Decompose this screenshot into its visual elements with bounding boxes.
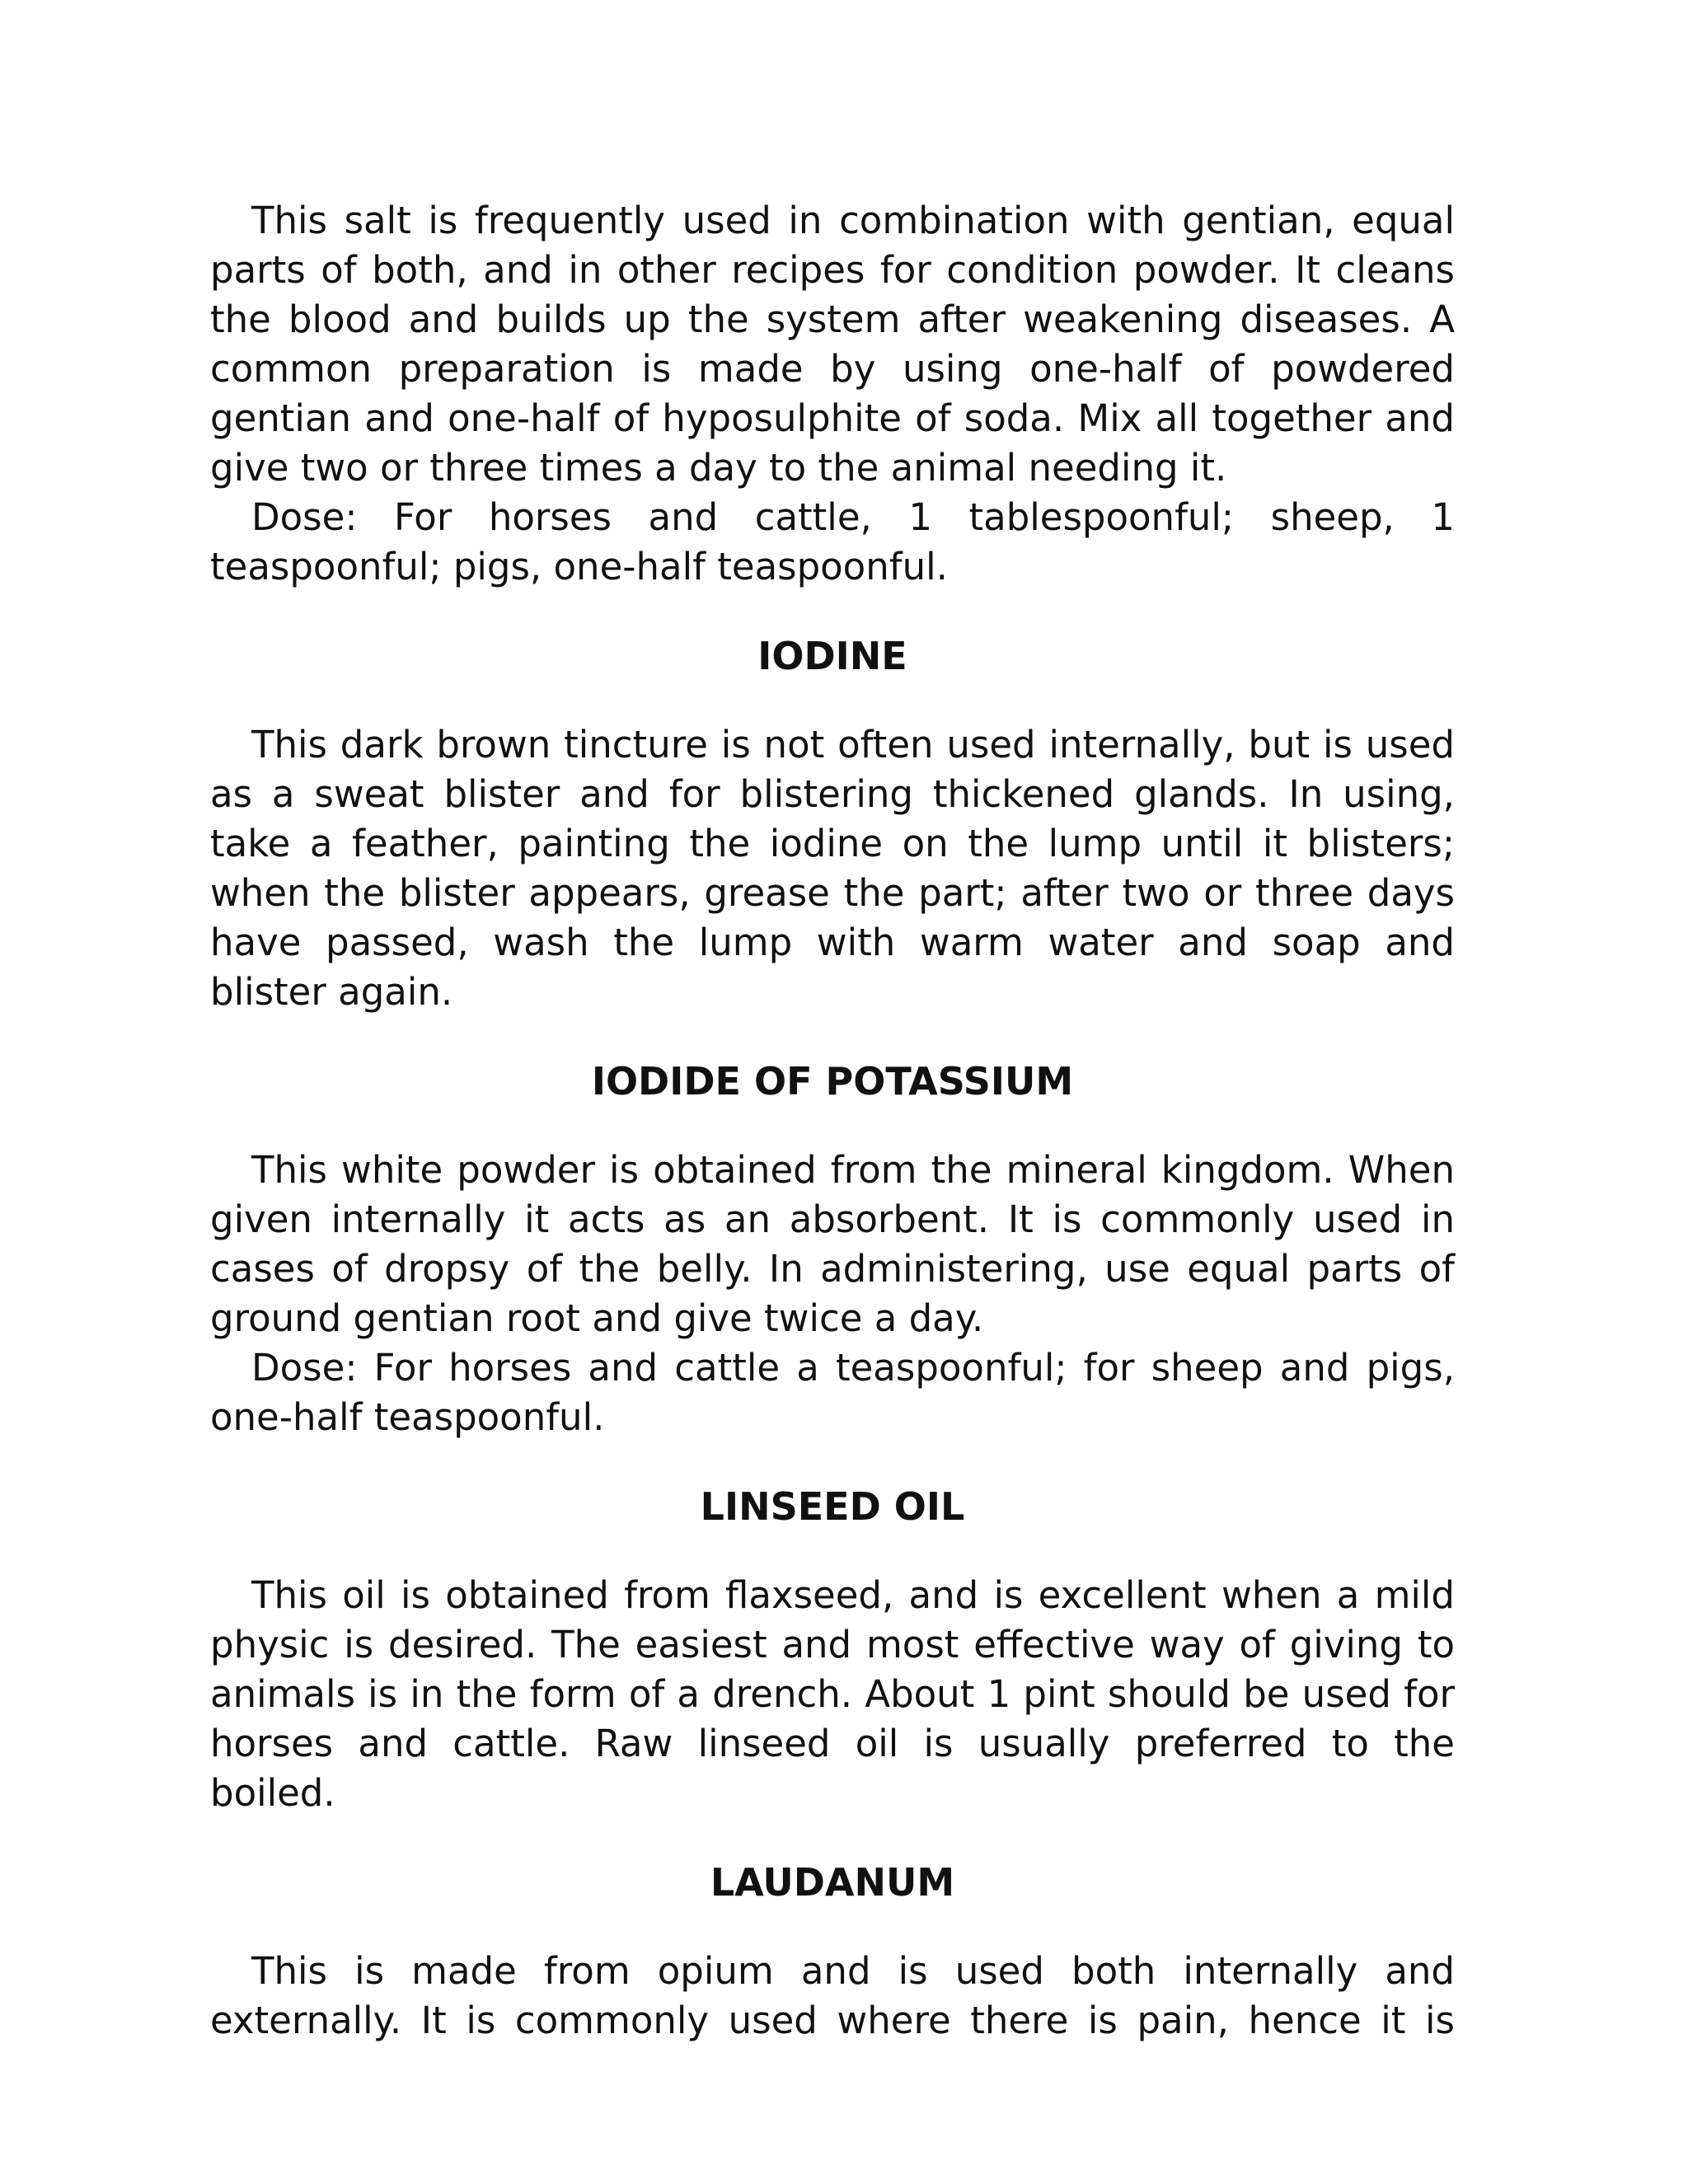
section-heading-iodine: IODINE	[757, 634, 907, 678]
section-heading-iodide-of-potassium: IODIDE OF POTASSIUM	[591, 1059, 1074, 1104]
body-paragraph: This salt is frequently used in combination with gentian, equal parts of both, and in other recipes for condition powder. It cleans the blood and builds up the system after weakening diseases. A common preparation is made by using one-half of powdered gentian and one-half of hyposulphite of soda. Mix all together and give two or three times a day to the animal needing it.	[210, 199, 1455, 490]
section-heading-laudanum: LAUDANUM	[710, 1860, 955, 1905]
section-heading-linseed-oil: LINSEED OIL	[700, 1484, 965, 1529]
body-paragraph: This white powder is obtained from the mineral kingdom. When given internally it acts as an absorbent. It is commonly used in cases of dropsy of the belly. In administering, use equal parts of ground gentian root and give twice a day.	[210, 1148, 1455, 1340]
dose-paragraph: Dose: For horses and cattle a teaspoonful; for sheep and pigs, one-half teaspoonful.	[210, 1346, 1455, 1439]
dose-paragraph: Dose: For horses and cattle, 1 tablespoonful; sheep, 1 teaspoonful; pigs, one-half teaspoonful.	[210, 495, 1455, 588]
body-paragraph: This oil is obtained from flaxseed, and is excellent when a mild physic is desired. The easiest and most effective way of giving to animals is in the form of a drench. About 1 pint should be used for horses and cattle. Raw linseed oil is usually preferred to the boiled.	[210, 1573, 1455, 1815]
body-paragraph: This is made from opium and is used both internally and externally. It is commonly used where there is pain, hence it is	[210, 1949, 1455, 2042]
document-page	[210, 196, 1455, 2046]
body-paragraph: This dark brown tincture is not often used internally, but is used as a sweat blister and for blistering thickened glands. In using, take a feather, painting the iodine on the lump until it blisters; when the blister appears, grease the part; after two or three days have passed, wash the lump with warm water and soap and blister again.	[210, 723, 1455, 1014]
